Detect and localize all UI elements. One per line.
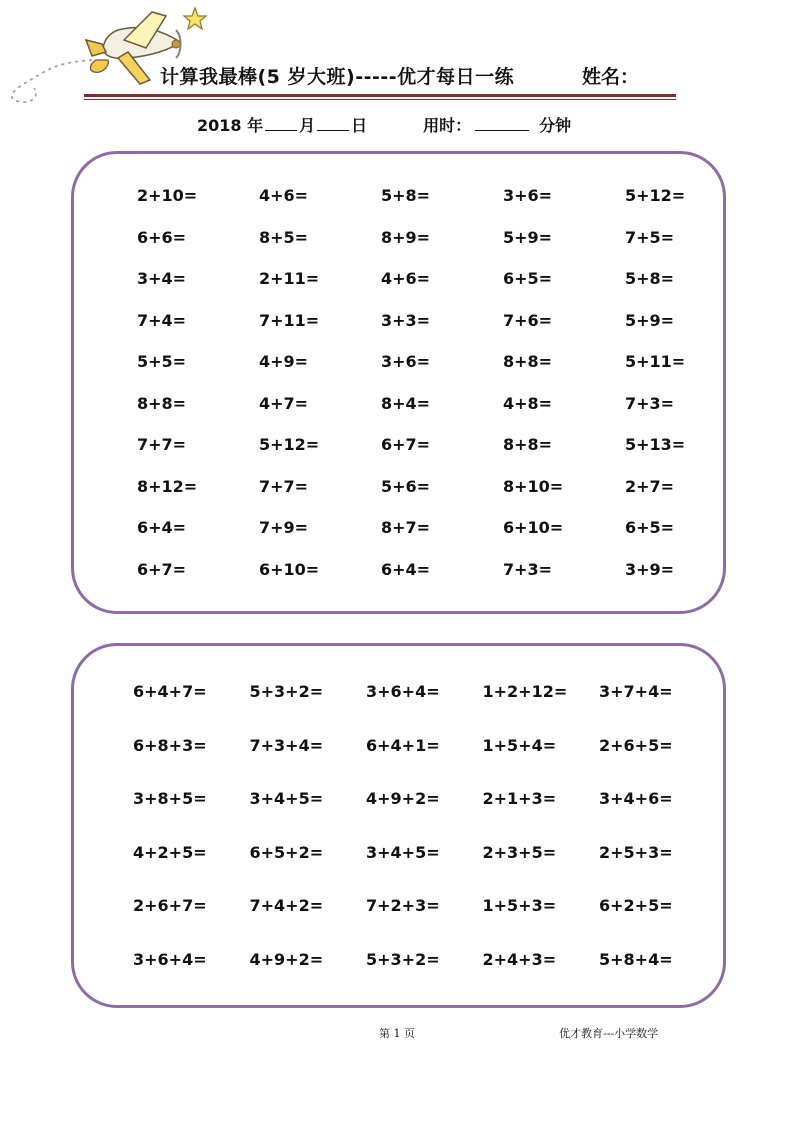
math-problem: 5+12= — [259, 435, 320, 454]
math-problem: 5+5= — [137, 352, 187, 371]
math-problem: 3+4= — [137, 269, 187, 288]
month-blank — [265, 114, 297, 131]
math-problem: 6+8+3= — [133, 735, 207, 755]
math-problem: 7+5= — [625, 227, 675, 247]
math-problem: 4+9= — [259, 352, 309, 371]
math-problem: 4+2+5= — [133, 842, 207, 862]
math-problem: 6+4+7= — [133, 682, 207, 701]
math-problem: 2+3+5= — [482, 842, 557, 862]
three-term-problems-grid — [133, 681, 716, 1002]
math-problem: 6+7= — [137, 559, 187, 579]
math-problem: 2+5+3= — [599, 842, 673, 862]
math-problem: 4+8= — [503, 393, 553, 413]
time-blank — [475, 114, 529, 131]
day-label: 日 — [351, 116, 368, 135]
math-problem: 3+7+4= — [599, 682, 673, 701]
math-problem: 3+4+6= — [599, 789, 673, 808]
math-problem: 7+7= — [259, 476, 309, 496]
student-name-label: 姓名： — [582, 66, 640, 88]
math-problem: 3+4+5= — [249, 789, 324, 808]
math-problem: 5+9= — [625, 310, 675, 330]
math-problem: 8+9= — [381, 227, 431, 247]
math-problem: 5+3+2= — [366, 949, 440, 969]
math-problem: 5+8= — [625, 269, 675, 288]
time-used-label: 用时： — [423, 116, 472, 135]
math-problem: 5+3+2= — [249, 682, 324, 701]
math-problem: 8+8= — [503, 352, 553, 371]
math-problem: 7+3= — [503, 559, 553, 579]
math-problem: 2+6+7= — [133, 896, 207, 915]
math-problem: 2+7= — [625, 476, 675, 496]
math-problem: 6+4= — [137, 518, 187, 537]
month-label: 月 — [299, 116, 316, 135]
math-problem: 3+8+5= — [133, 789, 207, 808]
math-problem: 4+6= — [259, 186, 309, 205]
math-problem: 5+8= — [381, 186, 431, 205]
math-problem: 4+7= — [259, 393, 309, 413]
math-problem: 6+5= — [625, 518, 675, 537]
math-problem: 7+2+3= — [366, 896, 440, 915]
math-problem: 5+9= — [503, 227, 553, 247]
math-problem: 7+3= — [625, 393, 675, 413]
math-problem: 6+4+1= — [366, 735, 440, 755]
math-problem: 2+4+3= — [482, 949, 557, 969]
math-problem: 3+6+4= — [133, 949, 207, 969]
date-time-line — [197, 113, 571, 136]
math-problem: 7+3+4= — [249, 735, 324, 755]
math-problem: 6+5+2= — [249, 842, 324, 862]
math-problem: 3+4+5= — [366, 842, 440, 862]
math-problem: 7+11= — [259, 310, 320, 330]
math-problem: 2+6+5= — [599, 735, 673, 755]
math-problem: 3+9= — [625, 559, 675, 579]
header-rule — [84, 94, 676, 97]
math-problem: 3+6= — [381, 352, 431, 371]
math-problem: 6+4= — [381, 559, 431, 579]
math-problem: 2+10= — [137, 186, 198, 205]
star-icon — [184, 8, 206, 29]
math-problem: 8+8= — [137, 393, 187, 413]
two-term-problems-grid — [137, 185, 747, 600]
math-problem: 3+6= — [503, 186, 553, 205]
math-problem: 1+5+3= — [482, 896, 557, 915]
math-problem: 5+12= — [625, 186, 686, 205]
math-problem: 8+7= — [381, 518, 431, 537]
math-problem: 1+2+12= — [482, 682, 568, 701]
math-problem: 5+13= — [625, 435, 686, 454]
math-problem: 6+5= — [503, 269, 553, 288]
math-problem: 8+5= — [259, 227, 309, 247]
math-problem: 4+9+2= — [249, 949, 324, 969]
page-number: 第 1 页 — [379, 1027, 415, 1040]
math-problem: 5+11= — [625, 352, 686, 371]
math-problem: 6+10= — [503, 518, 564, 537]
math-problem: 7+6= — [503, 310, 553, 330]
footer-brand: 优才教育---小学数学 — [559, 1027, 659, 1040]
math-problem: 3+3= — [381, 310, 431, 330]
math-problem: 7+9= — [259, 518, 309, 537]
math-problem: 8+8= — [503, 435, 553, 454]
math-problem: 1+5+4= — [482, 735, 557, 755]
math-problem: 6+10= — [259, 559, 320, 579]
math-problem: 4+6= — [381, 269, 431, 288]
dotted-flight-trail — [12, 60, 92, 102]
math-problem: 6+6= — [137, 227, 187, 247]
math-problem: 6+2+5= — [599, 896, 673, 915]
math-problem: 2+1+3= — [482, 789, 557, 808]
math-problem: 7+4= — [137, 310, 187, 330]
math-problem: 2+11= — [259, 269, 320, 288]
day-blank — [317, 114, 349, 131]
math-problem: 4+9+2= — [366, 789, 440, 808]
year-label: 2018 年 — [197, 116, 264, 135]
math-problem: 5+8+4= — [599, 949, 673, 969]
math-problem: 8+12= — [137, 476, 198, 496]
math-problem: 8+10= — [503, 476, 564, 496]
math-problem: 6+7= — [381, 435, 431, 454]
math-problem: 3+6+4= — [366, 682, 440, 701]
worksheet-title: 计算我最棒(5 岁大班)-----优才每日一练 — [160, 66, 515, 88]
minutes-label: 分钟 — [539, 116, 572, 135]
math-problem: 8+4= — [381, 393, 431, 413]
math-problem: 5+6= — [381, 476, 431, 496]
math-problem: 7+4+2= — [249, 896, 324, 915]
header-rule-thin — [84, 99, 676, 100]
math-problem: 7+7= — [137, 435, 187, 454]
